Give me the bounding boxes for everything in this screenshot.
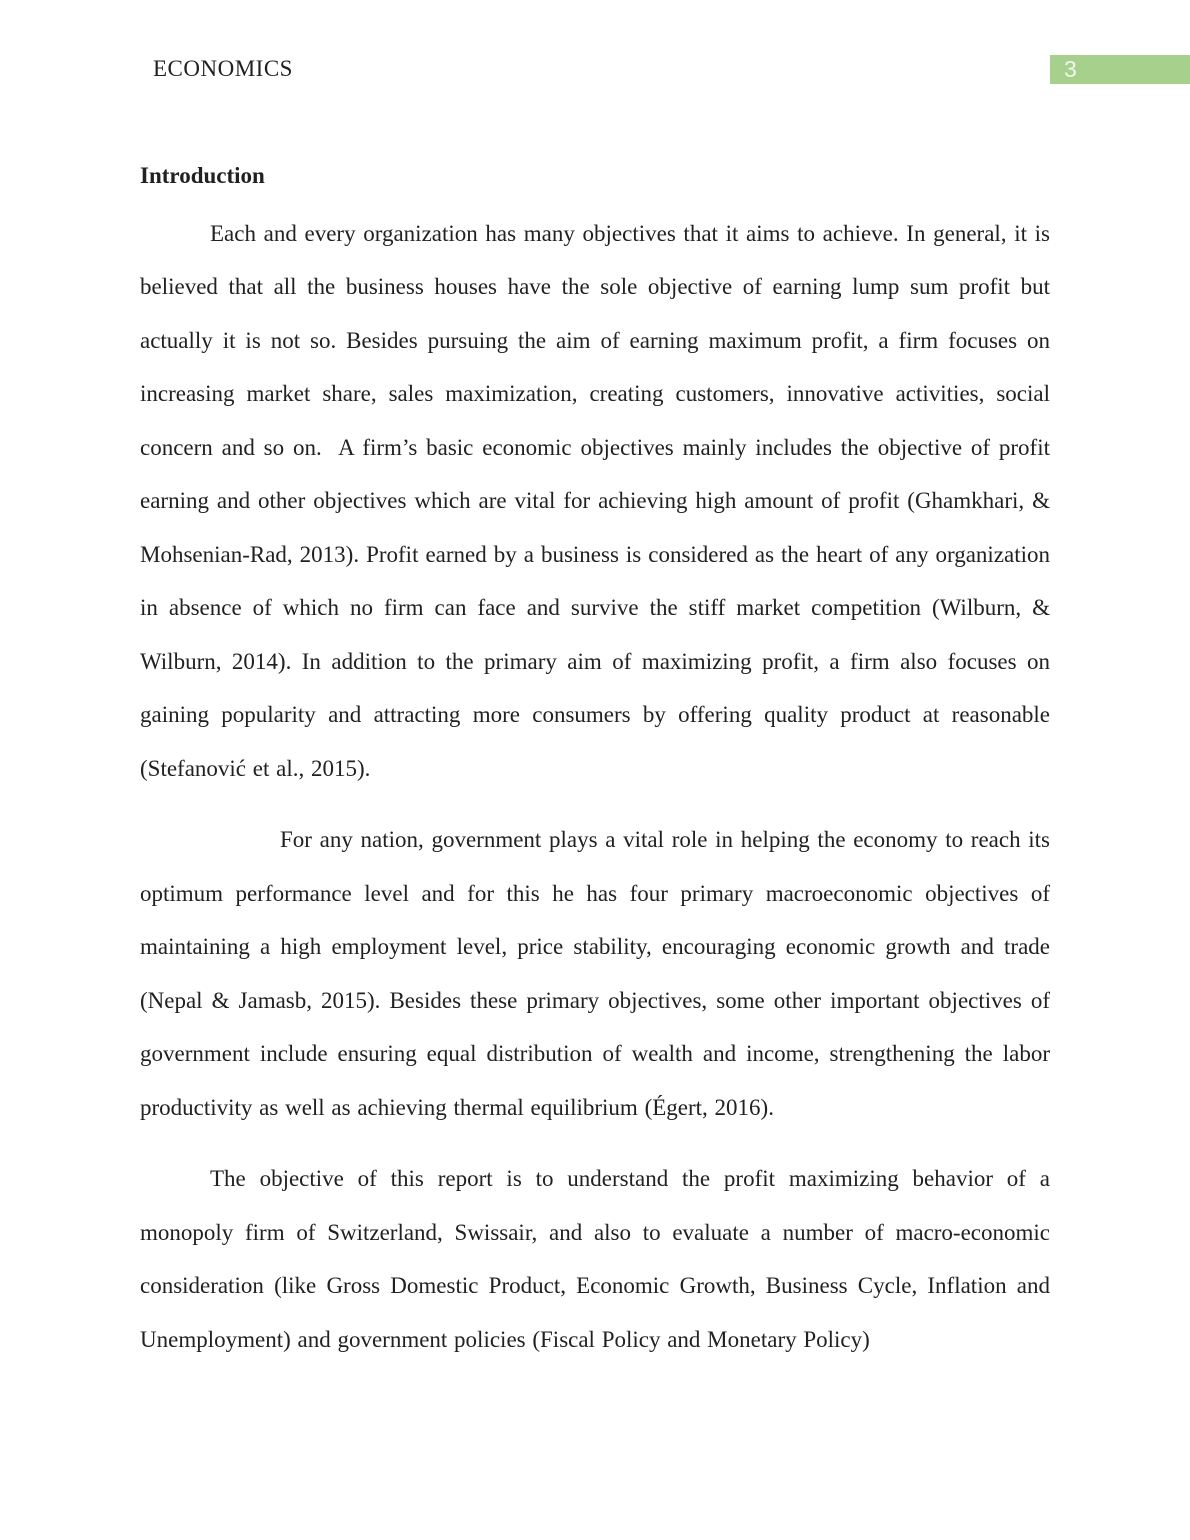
paragraph-introduction-2: For any nation, government plays a vital role in helping the economy to reach its optimum performance level and for this he has four primary macroeconomic objectives of maintaining a high employment level, price stability, encouraging economic growth and trade (Nepal & Jamasb, 2015). Besides these primary objectives, some other important objectives of government include ensuring equal distribution of wealth and income, strengthening the labor productivity as well as achieving thermal equilibrium (Égert, 2016). — [140, 827, 1050, 1120]
page-number: 3 — [1064, 56, 1077, 82]
section-heading: Introduction — [140, 163, 265, 188]
header-title: ECONOMICS — [153, 56, 293, 81]
document-body — [140, 149, 1050, 1384]
page-number-badge — [1050, 55, 1190, 84]
paragraph-introduction-3: The objective of this report is to understand the profit maximizing behavior of a monopoly firm of Switzerland, Swissair, and also to evaluate a number of macro-economic consideration (like Gross Domestic Product, Economic Growth, Business Cycle, Inflation and Unemployment) and government policies (Fiscal Policy and Monetary Policy) — [140, 1166, 1050, 1352]
paragraph-introduction-1: Each and every organization has many objectives that it aims to achieve. In general, it is believed that all the business houses have the sole objective of earning lump sum profit but actually it is not so. Besides pursuing the aim of earning maximum profit, a firm focuses on increasing market share, sales maximization, creating customers, innovative activities, social concern and so on. A firm’s basic economic objectives mainly includes the objective of profit earning and other objectives which are vital for achieving high amount of profit (Ghamkhari, & Mohsenian-Rad, 2013). Profit earned by a business is considered as the heart of any organization in absence of which no firm can face and survive the stiff market competition (Wilburn, & Wilburn, 2014). In addition to the primary aim of maximizing profit, a firm also focuses on gaining popularity and attracting more consumers by offering quality product at reasonable (Stefanović et al., 2015). — [140, 220, 1050, 781]
